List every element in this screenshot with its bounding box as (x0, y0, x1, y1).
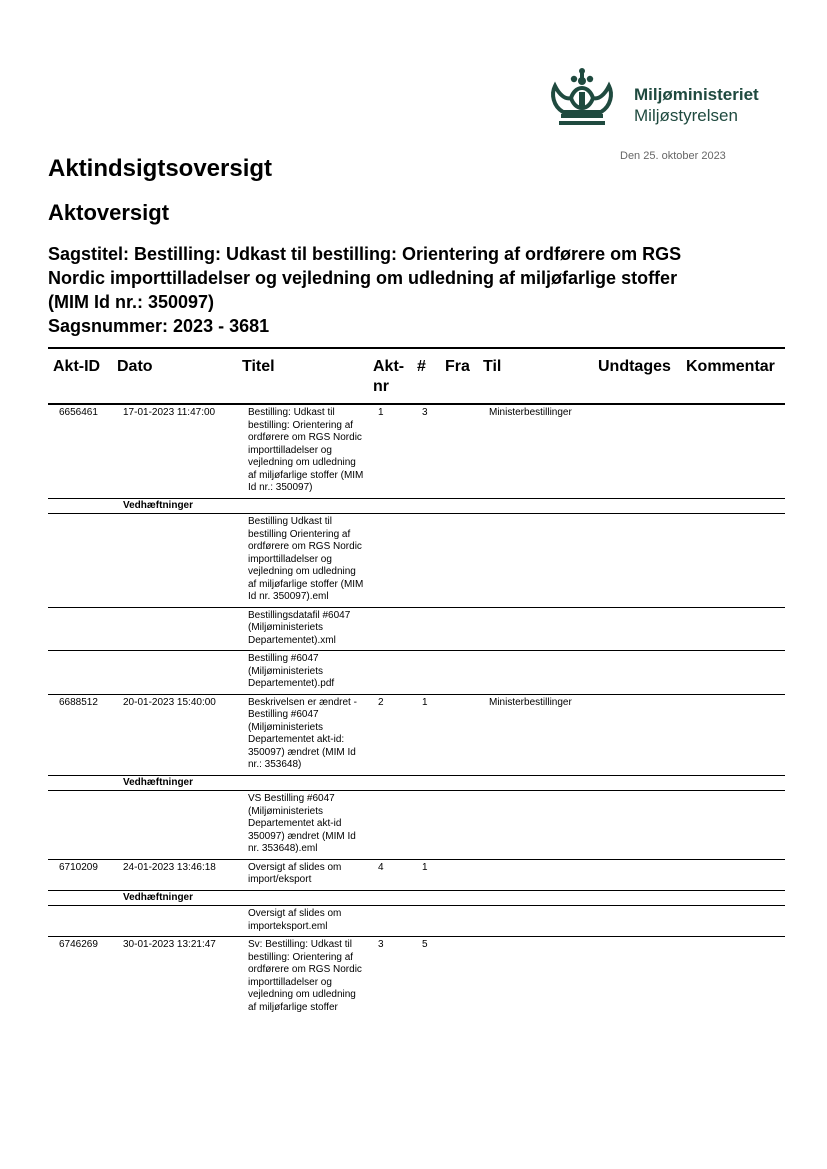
cell-akt-id: 6746269 (59, 939, 98, 950)
cell-fra (440, 694, 478, 775)
cell-dato: 17-01-2023 11:47:00 (112, 404, 237, 498)
cell-dato: 30-01-2023 13:21:47 (123, 939, 216, 950)
cell-til: Ministerbestillinger (478, 404, 593, 498)
attachments-label: Vedhæftninger (112, 498, 237, 514)
col-header-hash: # (412, 348, 440, 404)
cell-hash: 1 (412, 694, 440, 775)
cell-titel: Beskrivelsen er ændret - Bestilling #6047 (Miljøministeriets Departementet akt-id: 350097) ændret (MIM Id nr.: 353648) (237, 694, 368, 775)
attachment-row (48, 651, 785, 695)
attachments-header-row (48, 498, 785, 514)
col-header-akt-nr-2: nr (373, 378, 389, 395)
section-title: Aktoversigt (48, 200, 170, 225)
cell-titel: Bestilling: Udkast til bestilling: Orientering af ordførere om RGS Nordic importtilladelser og vejledning om udledning af miljøfarlige stoffer (MIM Id nr.: 350097) (237, 404, 368, 498)
attachment-row (48, 607, 785, 651)
cell-akt-nr: 2 (368, 694, 412, 775)
col-header-fra: Fra (440, 348, 478, 404)
cell-undtages (593, 859, 681, 890)
attachments-header-row (48, 890, 785, 906)
cell-fra (440, 937, 478, 1018)
cell-dato: 24-01-2023 13:46:18 (112, 859, 237, 890)
cell-kommentar (681, 859, 785, 890)
cell-akt-id: 6656461 (48, 404, 112, 498)
attachment-filename: Bestilling Udkast til bestilling Orientering af ordførere om RGS Nordic importtilladelser og vejledning om udledning af miljøfarlige stoffer (MIM Id nr. 350097).eml (237, 514, 368, 608)
cell-undtages (593, 694, 681, 775)
table-row (48, 694, 785, 775)
table-row (48, 404, 785, 498)
col-header-akt-id: Akt-ID (48, 348, 112, 404)
attachment-filename: Bestillingsdatafil #6047 (Miljøministeriets Departementet).xml (237, 607, 368, 651)
cell-akt-id: 6688512 (48, 694, 112, 775)
logo-name: Miljøministeriet (634, 85, 759, 104)
cell-hash: 1 (412, 859, 440, 890)
col-header-akt-nr-1: Akt- (373, 358, 405, 375)
cell-kommentar (681, 937, 785, 1018)
case-title-line: Sagstitel: Bestilling: Udkast til bestilling: Orientering af ordførere om RGS (48, 244, 682, 264)
cell-kommentar (681, 694, 785, 775)
cell-hash: 3 (412, 404, 440, 498)
document-date: Den 25. oktober 2023 (620, 150, 726, 162)
col-header-kommentar: Kommentar (681, 348, 785, 404)
cell-til (478, 937, 593, 1018)
attachment-filename: Oversigt af slides om importeksport.eml (237, 906, 368, 937)
cell-akt-id: 6710209 (48, 859, 112, 890)
cell-akt-nr: 3 (378, 939, 384, 950)
cell-undtages (593, 404, 681, 498)
cell-hash: 5 (422, 939, 428, 950)
cell-akt-nr: 4 (368, 859, 412, 890)
page-title: Aktindsigtsoversigt (48, 155, 273, 182)
case-title (48, 242, 788, 338)
attachment-filename: Bestilling #6047 (Miljøministeriets Departementet).pdf (237, 651, 368, 695)
case-title-line: Nordic importtilladelser og vejledning om udledning af miljøfarlige stoffer (48, 268, 678, 288)
attachments-header-row (48, 775, 785, 791)
cell-undtages (593, 937, 681, 1018)
acts-table (48, 347, 785, 1017)
col-header-til: Til (478, 348, 593, 404)
col-header-titel: Titel (237, 348, 368, 404)
cell-til: Ministerbestillinger (478, 694, 593, 775)
cell-fra (440, 859, 478, 890)
attachments-label: Vedhæftninger (112, 890, 237, 906)
col-header-undtages: Undtages (593, 348, 681, 404)
attachment-filename: VS Bestilling #6047 (Miljøministeriets Departementet akt-id 350097) ændret (MIM Id nr. 353648).eml (237, 791, 368, 860)
table-header-row (48, 348, 785, 404)
cell-dato: 20-01-2023 15:40:00 (112, 694, 237, 775)
cell-titel: Oversigt af slides om import/eksport (237, 859, 368, 890)
table-row (48, 859, 785, 890)
case-number: Sagsnummer: 2023 - 3681 (48, 316, 270, 336)
table-row (48, 937, 785, 1018)
crown-icon (549, 66, 615, 128)
attachments-label: Vedhæftninger (112, 775, 237, 791)
cell-kommentar (681, 404, 785, 498)
cell-fra (440, 404, 478, 498)
attachment-row (48, 791, 785, 860)
cell-akt-nr: 1 (368, 404, 412, 498)
col-header-dato: Dato (112, 348, 237, 404)
cell-til (478, 859, 593, 890)
logo-subtitle: Miljøstyrelsen (634, 106, 738, 125)
cell-titel: Sv: Bestilling: Udkast til bestilling: Orientering af ordførere om RGS Nordic importtilladelser og vejledning om udledning af miljøfarlige stoffer (248, 939, 362, 1013)
logo (549, 66, 781, 130)
attachment-row (48, 906, 785, 937)
col-header-akt-nr (368, 348, 412, 404)
case-title-line: (MIM Id nr.: 350097) (48, 292, 215, 312)
attachment-row (48, 514, 785, 608)
